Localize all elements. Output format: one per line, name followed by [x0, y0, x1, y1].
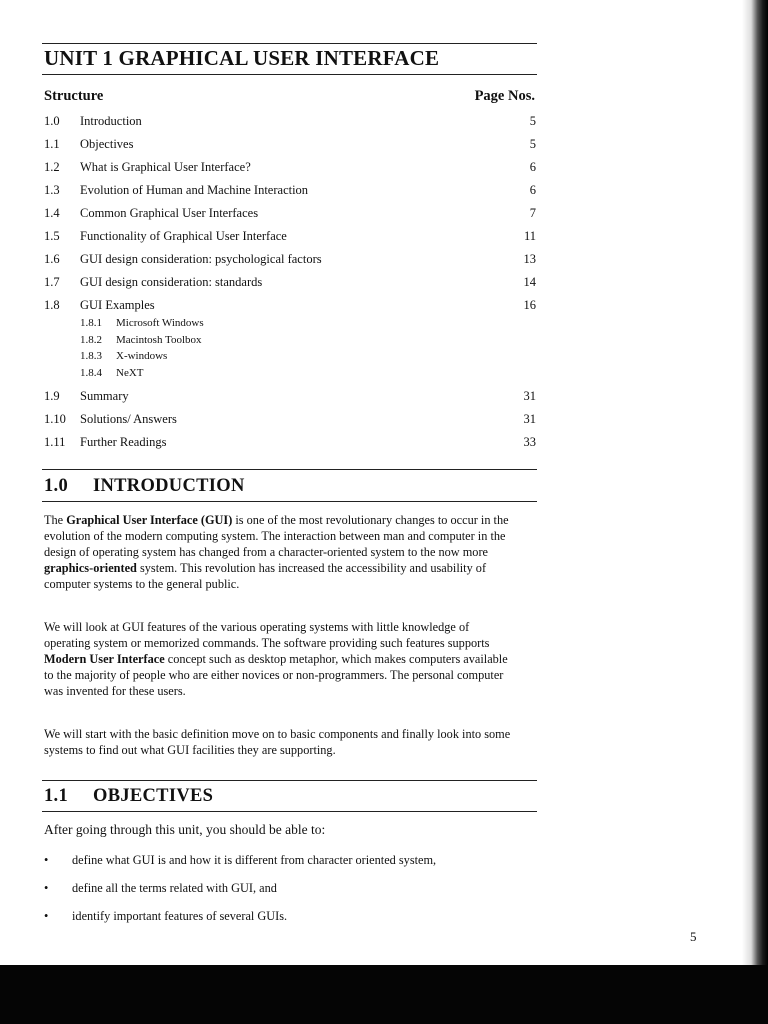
toc-entry	[44, 408, 536, 431]
toc-entry-title: Further Readings	[80, 435, 167, 449]
introduction-paragraph-1	[44, 512, 516, 592]
toc-entry	[44, 296, 536, 315]
toc-entry-page: 13	[523, 252, 536, 266]
toc-entry-number: 1.2	[44, 160, 60, 174]
objectives-top-rule	[42, 780, 537, 781]
bullet-icon: •	[44, 853, 49, 867]
toc-entry-page: 31	[523, 389, 536, 403]
toc-entry-number: 1.6	[44, 252, 60, 266]
objectives-intro: After going through this unit, you should be able to:	[44, 822, 326, 837]
toc-subentry-title: NeXT	[116, 366, 144, 379]
toc-entry-title: GUI Examples	[80, 298, 155, 312]
title-bottom-rule	[42, 74, 537, 75]
toc-subentry-title: X-windows	[116, 350, 168, 362]
toc-entry-number: 1.4	[44, 206, 60, 220]
toc-entry-title: GUI design consideration: standards	[80, 275, 263, 289]
text-run: concept such as desktop metaphor, which makes computers available to the majority of people who are either novices or non-programmers. The personal computer was invented for these users.	[44, 652, 508, 698]
toc-entry-page: 33	[523, 435, 536, 449]
toc-subentry	[44, 365, 536, 382]
toc-entry-number: 1.8	[44, 298, 60, 312]
toc-entry-number: 1.11	[44, 435, 66, 449]
toc-entry-number: 1.3	[44, 183, 60, 197]
toc-entry-title: What is Graphical User Interface?	[80, 160, 251, 174]
intro-top-rule	[42, 469, 537, 470]
toc-entry-title: Solutions/ Answers	[80, 412, 177, 426]
page-number: 5	[690, 929, 697, 944]
toc-subentry-title: Macintosh Toolbox	[116, 333, 202, 346]
title-top-rule	[42, 43, 537, 44]
bullet-icon: •	[44, 881, 49, 895]
toc-entry-page: 5	[529, 114, 536, 128]
toc-entry	[44, 271, 536, 294]
bullet-icon: •	[44, 909, 49, 923]
toc-entry-page: 16	[523, 298, 536, 312]
toc-entry-number: 1.1	[44, 137, 60, 151]
objectives-heading	[44, 786, 213, 807]
text-run: The	[44, 513, 67, 527]
list-item	[44, 908, 524, 936]
toc-entry-number: 1.5	[44, 229, 60, 243]
toc-entry	[44, 248, 536, 271]
list-item-text: define what GUI is and how it is different from character oriented system,	[72, 853, 437, 867]
list-item-text: define all the terms related with GUI, and	[72, 881, 277, 895]
toc-entry-title: GUI design consideration: psychological factors	[80, 252, 322, 266]
toc-entry-page: 6	[529, 183, 536, 197]
toc-subentry-number: 1.8.4	[80, 366, 102, 379]
toc-entry-title: Common Graphical User Interfaces	[80, 206, 259, 220]
section-title-text: OBJECTIVES	[93, 786, 214, 806]
toc-entry-page: 7	[529, 206, 536, 220]
toc-entry-number: 1.7	[44, 275, 60, 289]
toc-entry	[44, 385, 536, 408]
toc-entry	[44, 110, 536, 133]
text-run: system. This revolution has increased the accessibility and usability of computer systems to the general public.	[44, 561, 487, 591]
toc-entry-number: 1.9	[44, 389, 60, 403]
scan-edge-shadow	[742, 0, 768, 965]
toc-entry-number: 1.10	[44, 412, 66, 426]
text-run: We will look at GUI features of the various operating systems with little knowledge of operating system or memorized commands. The software providing such features supports	[44, 620, 490, 650]
introduction-paragraph-2	[44, 619, 516, 699]
list-item	[44, 880, 524, 908]
objectives-list	[44, 852, 524, 936]
toc-subentry	[44, 332, 536, 349]
list-item-text: identify important features of several GUIs.	[72, 909, 288, 923]
toc-entry-title: Introduction	[80, 114, 142, 128]
toc-entry-page: 14	[523, 275, 536, 289]
toc-entry	[44, 202, 536, 225]
toc-entry-page: 5	[529, 137, 536, 151]
section-number: 1.1	[44, 786, 69, 806]
intro-bottom-rule	[42, 501, 537, 502]
structure-heading: Structure	[44, 88, 104, 104]
toc-subentry-title: Microsoft Windows	[116, 317, 204, 329]
page-nos-heading: Page Nos.	[474, 88, 535, 104]
introduction-paragraph-3: We will start with the basic definition move on to basic components and finally look into some systems to find out what GUI facilities they are supporting.	[44, 727, 511, 757]
toc-entry-page: 11	[523, 229, 536, 243]
table-of-contents	[44, 110, 536, 454]
toc-entry	[44, 156, 536, 179]
toc-entry-page: 31	[523, 412, 536, 426]
bold-term: graphics-oriented	[44, 561, 137, 575]
section-title-text: INTRODUCTION	[93, 476, 245, 496]
list-item	[44, 852, 524, 880]
toc-entry-title: Summary	[80, 389, 129, 403]
introduction-heading	[44, 476, 245, 497]
toc-entry	[44, 133, 536, 156]
text-run: is one of the most revolutionary changes to occur in the evolution of the modern computing system. The interaction between man and computer in the design of operating system has changed from a character-oriented system to the now more	[44, 513, 509, 559]
bold-term: Graphical User Interface (GUI)	[66, 513, 233, 527]
toc-entry-page: 6	[529, 160, 536, 174]
toc-subentry-number: 1.8.2	[80, 333, 102, 346]
toc-entry-number: 1.0	[44, 114, 60, 128]
bold-term: Modern User Interface	[44, 652, 165, 666]
toc-entry-title: Objectives	[80, 137, 134, 151]
toc-entry-title: Evolution of Human and Machine Interaction	[80, 183, 309, 197]
toc-entry	[44, 225, 536, 248]
toc-entry-title: Functionality of Graphical User Interface	[80, 229, 287, 243]
toc-entry	[44, 179, 536, 202]
toc-entry	[44, 431, 536, 454]
unit-title: UNIT 1 GRAPHICAL USER INTERFACE	[44, 46, 440, 70]
toc-subentry-number: 1.8.3	[80, 350, 102, 362]
objectives-bottom-rule	[42, 811, 537, 812]
scan-bottom-border	[0, 965, 768, 1024]
toc-subentry-number: 1.8.1	[80, 317, 102, 329]
toc-subentry	[44, 315, 536, 332]
toc-subentry	[44, 348, 536, 365]
section-number: 1.0	[44, 476, 69, 496]
